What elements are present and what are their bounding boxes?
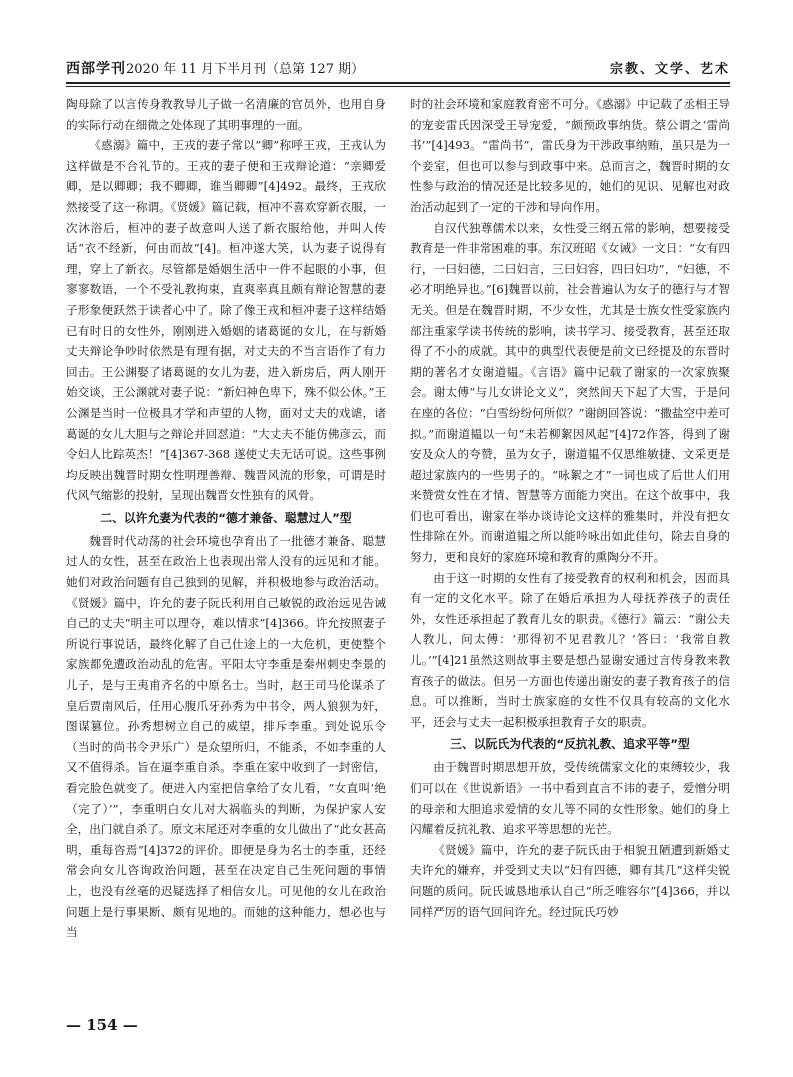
left-column — [66, 94, 386, 943]
paragraph: 时的社会环境和家庭教育密不可分。《惑溺》中记载了丞相王导的宠妾雷氏因深受王导宠爱，“颇预政事纳货。蔡公谓之‘雷尚书’”[4]493。“雷尚书”，雷氏身为干涉政事纳贿，虽只是为一个妾室，但也可以参与到政事中来。总而言之，魏晋时期的女性参与政治的情况还是比较多见的，她们的见识、见解也对政治活动起到了一定的干涉和导向作用。 — [410, 97, 730, 214]
section-heading: 二、以许允妻为代表的“德才兼备、聪慧过人”型 — [100, 510, 352, 525]
header-rule-thin — [66, 86, 730, 87]
journal-name: 西部学刊 — [66, 61, 126, 77]
right-column — [410, 94, 730, 922]
section-heading: 三、以阮氏为代表的“反抗礼教、追求平等”型 — [450, 737, 690, 752]
journal-title — [66, 58, 364, 78]
issue-info: 2020 年 11 月下半月刊（总第 127 期） — [126, 62, 365, 77]
section-tag: 宗教、文学、艺术 — [609, 62, 730, 77]
page-number: — 154 — — [66, 1016, 138, 1034]
page-header — [66, 52, 730, 82]
paragraph: 魏晋时代动荡的社会环境也孕育出了一批德才兼备、聪慧过人的女性，甚至在政治上也表现出常人没有的远见和才能。她们对政治问题有自己独到的见解，并积极地参与政治活动。《贤媛》篇中，许允的妻子阮氏利用自己敏锐的政治远见告诫自己的丈夫“明主可以理夺，难以情求”[4]366。许允按照妻子所说行事说话，最终化解了自己仕途上的一大危机，更使整个家族都免遭政治动乱的危害。平阳太守李重是秦州刺史李景的儿子，是与王夷甫齐名的中原名士。当时，赵王司马伦谋杀了皇后贾南风后，任用心腹爪牙孙秀为中书令，两人狼狈为奸，图谋篡位。孙秀想树立自己的威望，排斥李重。到处说乐令（当时的尚书令尹乐广）是众望所归，不能杀，不如李重的人又不值得杀。旨在逼李重自杀。李重在家中收到了一封密信，看完脸色就变了。便进入内室把信拿给了女儿看，“女直叫‘绝（完了）’”，李重明白女儿对大祸临头的判断，为保护家人安全，出门就自杀了。原文末尾还对李重的女儿做出了“此女甚高明，重每咨焉”[4]372的评价。即便是身为名士的李重，还经常会向女儿咨询政治问题，甚至在决定自己生死问题的事情上，也没有丝毫的迟疑选择了相信女儿。可见他的女儿在政治问题上是行事果断、颇有见地的。而她的这种能力，想必也与当 — [66, 533, 386, 940]
paragraph: 《贤媛》篇中，许允的妻子阮氏由于相貌丑陋遭到新婚丈夫许允的嫌弃，并受到丈夫以“妇有四德，卿有其几”这样尖锐问题的质问。阮氏诚恳地承认自己“所乏唯容尔”[4]366，并以同样严厉的语气回问许允。经过阮氏巧妙 — [410, 842, 730, 919]
paragraph: 由于魏晋时期思想开放，受传统儒家文化的束缚较少，我们可以在《世说新语》一书中看到直言不讳的妻子，爱憎分明的母亲和大胆追求爱情的女儿等不同的女性形象。她们的身上闪耀着反抗礼教、追求平等思想的光芒。 — [410, 760, 730, 837]
paragraph: 陶母除了以言传身教教导儿子做一名清廉的官员外，也用自身的实际行动在细微之处体现了其明事理的一面。 — [66, 97, 386, 132]
paragraph: 由于这一时期的女性有了接受教育的权利和机会，因而具有一定的文化水平。除了在婚后承担为人母抚养孩子的责任外，女性还承担起了教育儿女的职责。《德行》篇云：“谢公夫人教儿，问太傅：‘那得初不见君教儿？’答曰：‘我常自教儿。’”[4]21虽然这则故事主要是想凸显谢安通过言传身教来教育孩子的做法。但另一方面也传递出谢安的妻子教育孩子的信息。可以推断，当时士族家庭的女性不仅具有较高的文化水平，还会与丈夫一起积极承担教育子女的职责。 — [410, 570, 730, 729]
paragraph: 自汉代独尊儒术以来，女性受三纲五常的影响，想要接受教育是一件非常困难的事。东汉班昭《女诫》一文日：“女有四行，一曰妇德，二曰妇言，三曰妇容，四曰妇功”，“妇德，不必才明绝异也。”[6]魏晋以前，社会普遍认为女子的德行与才智无关。但是在魏晋时期，不少女性，尤其是士族女性受家族内部注重家学读书传统的影响，读书学习、接受教育，甚至还取得了不小的成就。其中的典型代表便是前文已经提及的东晋时期的著名才女谢道韫。《言语》篇中记载了谢家的一次家族聚会。谢太傅“与儿女讲论文义”，突然间天下起了大雪，于是问在座的各位：“白雪纷纷何所似？”谢朗回答说：“撒盐空中差可拟。”而谢道韫以一句“未若柳絮因风起”[4]72作答，得到了谢安及众人的夸赞，虽为女子，谢道韫不仅思维敏捷、文采更是超过家族内的一些男子的。“咏絮之才”一词也成了后世人们用来赞赏女性在才情、智慧等方面能力突出。在这个故事中，我们也可看出，谢家在举办谈诗论文这样的雅集时，并没有把女性排除在外。而谢道韫之所以能吟咏出如此佳句，除去自身的努力，更和良好的家庭环境和教育的熏陶分不开。 — [410, 220, 730, 565]
header-rule-thick — [66, 82, 730, 84]
paragraph: 《惑溺》篇中，王戎的妻子常以“卿”称呼王戎，王戎认为这样做是不合礼节的。王戎的妻子便和王戎辩论道：“亲卿爱卿，是以卿卿；我不卿卿，谁当卿卿”[4]492。最终，王戎欣然接受了这一称谓。《贤媛》篇记载，桓冲不喜欢穿新衣服，一次沐浴后，桓冲的妻子故意叫人送了新衣服给他，并叫人传话“衣不经新，何由而故”[4]。桓冲遂大笑，认为妻子说得有理，穿上了新衣。尽管都是婚姻生活中一件不起眼的小事，但寥寥数语，一个不受礼教拘束，直爽率真且颇有辩论智慧的妻子形象便跃然于读者心中了。除了像王戎和桓冲妻子这样结婚已有时日的女性外，刚刚进入婚姻的诸葛诞的女儿，在与新婚丈夫辩论争吵时依然是有理有据，对丈夫的不当言语作了有力回击。王公渊娶了诸葛诞的女儿为妻，进入新房后，两人刚开始交谈，王公渊就对妻子说：“新妇神色卑下，殊不似公休。”王公渊是当时一位极具才学和声望的人物，面对丈夫的戏谑，诸葛诞的女儿大胆与之辩论并回怼道：“大丈夫不能仿佛彦云，而令妇人比踪英杰！”[4]367-368 遂使丈夫无话可说。这些事例均反映出魏晋时期女性明理善辩、魏晋风流的形象，可谓是时代风气缩影的投射，呈现出魏晋女性独有的风骨。 — [66, 138, 386, 503]
